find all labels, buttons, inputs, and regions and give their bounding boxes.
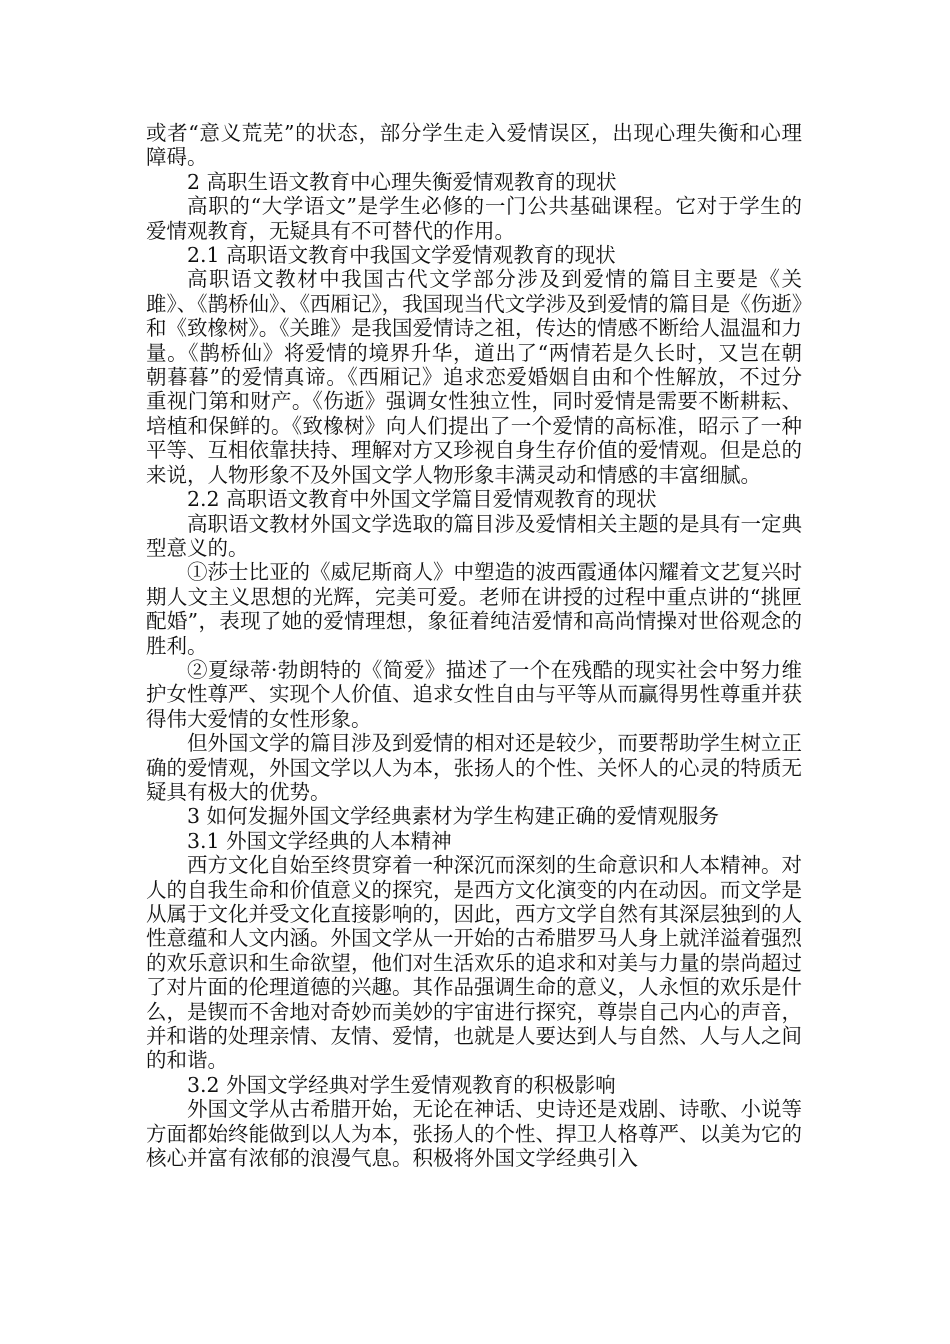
section-heading-3-2: 3.2 外国文学经典对学生爱情观教育的积极影响 (187, 1072, 616, 1097)
paragraph-intro-section-2: 高职的“大学语文”是学生必修的一门公共基础课程。它对于学生的爱情观教育，无疑具有不可替代的作用。 (146, 194, 802, 243)
section-heading-2-2: 2.2 高职语文教育中外国文学篇目爱情观教育的现状 (187, 487, 657, 512)
paragraph-positive-influence: 外国文学从古希腊开始，无论在神话、史诗还是戏剧、诗歌、小说等方面都始终能做到以人为本，张扬人的个性、捍卫人格尊严、以美为它的核心并富有浓郁的浪漫气息。积极将外国文学经典引入 (146, 1097, 802, 1171)
section-heading-3-1: 3.1 外国文学经典的人本精神 (187, 828, 452, 853)
paragraph-continuation: 或者“意义荒芜”的状态，部分学生走入爱情误区，出现心理失衡和心理障碍。 (146, 121, 802, 170)
section-heading-2: 2 高职生语文教育中心理失衡爱情观教育的现状 (187, 169, 617, 194)
paragraph-foreign-literature-advantage: 但外国文学的篇目涉及到爱情的相对还是较少，而要帮助学生树立正确的爱情观，外国文学以人为本，张扬人的个性、关怀人的心灵的特质无疑具有极大的优势。 (146, 731, 802, 804)
paragraph-foreign-literature-intro: 高职语文教材外国文学选取的篇目涉及爱情相关主题的是具有一定典型意义的。 (146, 511, 802, 560)
list-item-jane-eyre: ②夏绿蒂·勃朗特的《简爱》描述了一个在残酷的现实社会中努力维护女性尊严、实现个人价值、追求女性自由与平等从而赢得男性尊重并获得伟大爱情的女性形象。 (146, 657, 802, 731)
paragraph-chinese-literature: 高职语文教材中我国古代文学部分涉及到爱情的篇目主要是《关雎》、《鹊桥仙》、《西厢记》，我国现当代文学涉及到爱情的篇目是《伤逝》和《致橡树》。《关雎》是我国爱情诗之祖，传达的情感不断给人温温和力量。《鹊桥仙》将爱情的境界升华，道出了“两情若是久长时，又岂在朝朝暮暮”的爱情真谛。《西厢记》追求恋爱婚姻自由和个性解放，不过分重视门第和财产。《伤逝》强调女性独立性，同时爱情是需要不断耕耘、培植和保鲜的。《致橡树》向人们提出了一个爱情的高标准，昭示了一种平等、互相依靠扶持、理解对方又珍视自身生存价值的爱情观。但是总的来说，人物形象不及外国文学人物形象丰满灵动和情感的丰富细腻。 (146, 267, 802, 487)
section-heading-3: 3 如何发掘外国文学经典素材为学生构建正确的爱情观服务 (187, 804, 720, 829)
paragraph-humanistic-spirit: 西方文化自始至终贯穿着一种深沉而深刻的生命意识和人本精神。对人的自我生命和价值意义的探究，是西方文化演变的内在动因。而文学是从属于文化并受文化直接影响的，因此，西方文学自然有其深层独到的人性意蕴和人文内涵。外国文学从一开始的古希腊罗马人身上就洋溢着强烈的欢乐意识和生命欲望，他们对生活欢乐的追求和对美与力量的崇尚超过了对片面的伦理道德的兴趣。其作品强调生命的意义，人永恒的欢乐是什么，是锲而不舍地对奇妙而美妙的宇宙进行探究，尊崇自己内心的声音，并和谐的处理亲情、友情、爱情，也就是人要达到人与自然、人与人之间的和谐。 (146, 853, 802, 1073)
document-page (146, 121, 802, 1170)
section-heading-2-1: 2.1 高职语文教育中我国文学爱情观教育的现状 (187, 243, 616, 268)
list-item-merchant-of-venice: ①莎士比亚的《威尼斯商人》中塑造的波西霞通体闪耀着文艺复兴时期人文主义思想的光辉，完美可爱。老师在讲授的过程中重点讲的“挑匣配婚”，表现了她的爱情理想，象征着纯洁爱情和高尚情操对世俗观念的胜利。 (146, 560, 802, 658)
